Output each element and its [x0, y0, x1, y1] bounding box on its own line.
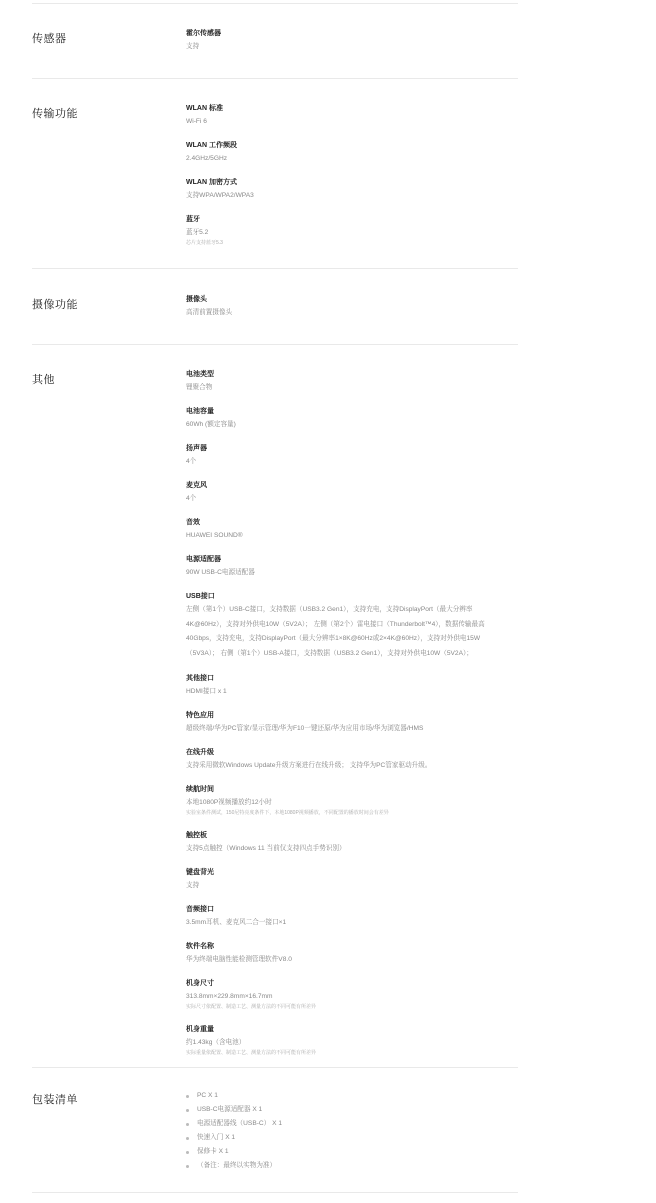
- spec-item: [186, 747, 502, 772]
- spec-value: 4个: [186, 495, 197, 502]
- spec-item: [186, 830, 502, 855]
- spec-label: 音效: [186, 519, 200, 526]
- spec-label: 音频接口: [186, 906, 214, 913]
- section-title: 传输功能: [32, 108, 78, 120]
- spec-label: 摄像头: [186, 296, 207, 303]
- spec-label: 在线升级: [186, 749, 214, 756]
- spec-label: WLAN 加密方式: [186, 179, 237, 186]
- spec-label: 电源适配器: [186, 556, 221, 563]
- spec-item: [186, 1024, 502, 1058]
- spec-label: 机身尺寸: [186, 980, 214, 987]
- spec-item: [186, 673, 502, 698]
- spec-label: 电池类型: [186, 371, 214, 378]
- list-item: 快速入门 X 1: [186, 1131, 506, 1145]
- spec-label: 机身重量: [186, 1026, 214, 1033]
- spec-value: HDMI接口 x 1: [186, 688, 227, 695]
- spec-value: 支持5点触控（Windows 11 当前仅支持四点手势识别）: [186, 845, 346, 852]
- spec-value: 支持WPA/WPA2/WPA3: [186, 192, 254, 199]
- spec-item: [186, 710, 502, 735]
- spec-item: [186, 177, 506, 202]
- spec-item: [186, 591, 502, 661]
- bullet-icon: [186, 1123, 189, 1126]
- section-title: 其他: [32, 374, 55, 386]
- spec-value: 支持: [186, 882, 200, 889]
- spec-item: [186, 978, 502, 1012]
- spec-value: 左侧（第1个）USB-C接口，支持数据（USB3.2 Gen1），支持充电，支持DisplayPort（最大分辨率4K@60Hz），支持对外供电10W（5V2A）； 左侧（第2个）雷电接口（Thunderbolt™4），数据传输最高40Gbps，支持充电，支持DisplayPort（最大分辨率1×8K@60Hz或2×4K@60Hz），支持对外供电15W（5V3A）； 右侧（第1个）USB-A接口，支持数据（USB3.2 Gen1），支持对外供电10W（5V2A）；: [186, 606, 485, 657]
- section-title: 摄像功能: [32, 299, 78, 311]
- section-title: 传感器: [32, 33, 67, 45]
- spec-value: 本地1080P视频播放约12小时: [186, 799, 272, 806]
- spec-item: [186, 867, 502, 892]
- bullet-icon: [186, 1137, 189, 1140]
- spec-item: [186, 480, 502, 505]
- divider: [32, 344, 518, 345]
- spec-label: 续航时间: [186, 786, 214, 793]
- spec-note: 实际尺寸依配置、制造工艺、测量方法的不同可能有所差异: [186, 1004, 317, 1010]
- spec-item: [186, 103, 506, 128]
- spec-label: 霍尔传感器: [186, 30, 221, 37]
- spec-value: 华为终端电脑性能检测管理软件V8.0: [186, 956, 292, 963]
- spec-note: 实验室条件测试，150尼特亮度条件下，本地1080P视频播放，不同配置的播放时间会有差异: [186, 810, 389, 816]
- list-item: （备注：最终以实物为准）: [186, 1159, 506, 1173]
- spec-value: 高清前置摄像头: [186, 309, 233, 316]
- spec-value: 支持: [186, 43, 200, 50]
- spec-item: [186, 904, 502, 929]
- spec-item: [186, 784, 502, 818]
- spec-item: [186, 406, 502, 431]
- spec-item: [186, 443, 502, 468]
- spec-value: 60Wh (额定容量): [186, 421, 236, 428]
- spec-item: [186, 554, 502, 579]
- spec-note: 实际重量依配置、制造工艺、测量方法的不同可能有所差异: [186, 1050, 317, 1056]
- section-title: 包装清单: [32, 1094, 78, 1106]
- spec-item: [186, 214, 506, 248]
- spec-label: WLAN 工作频段: [186, 142, 237, 149]
- package-list: [186, 1089, 506, 1173]
- spec-list: [186, 103, 506, 260]
- spec-label: USB接口: [186, 593, 215, 600]
- spec-item: [186, 941, 502, 966]
- spec-note: 芯片支持蓝牙5.3: [186, 240, 223, 246]
- spec-item: [186, 517, 502, 542]
- spec-value: 3.5mm耳机、麦克风二合一接口×1: [186, 919, 287, 926]
- list-item: 电源适配器线（USB-C） X 1: [186, 1117, 506, 1131]
- spec-value: 锂聚合物: [186, 384, 213, 391]
- bullet-icon: [186, 1109, 189, 1112]
- spec-label: 其他接口: [186, 675, 214, 682]
- list-item: USB-C电源适配器 X 1: [186, 1103, 506, 1117]
- spec-value: 超级终端/华为PC管家/显示管理/华为F10一键还原/华为应用市场/华为浏览器/HMS: [186, 725, 424, 732]
- divider: [32, 268, 518, 269]
- spec-label: 蓝牙: [186, 216, 200, 223]
- bullet-icon: [186, 1165, 189, 1168]
- spec-value: 约1.43kg（含电池）: [186, 1039, 246, 1046]
- spec-value: Wi-Fi 6: [186, 118, 207, 125]
- spec-label: 软件名称: [186, 943, 214, 950]
- spec-value: HUAWEI SOUND®: [186, 532, 243, 539]
- spec-label: 触控板: [186, 832, 207, 839]
- spec-item: [186, 294, 506, 319]
- spec-label: WLAN 标准: [186, 105, 223, 112]
- spec-list: [186, 28, 506, 65]
- divider: [32, 1192, 518, 1193]
- spec-value: 313.8mm×229.8mm×16.7mm: [186, 993, 273, 1000]
- spec-label: 扬声器: [186, 445, 207, 452]
- spec-label: 特色应用: [186, 712, 214, 719]
- bullet-icon: [186, 1151, 189, 1154]
- bullet-icon: [186, 1095, 189, 1098]
- spec-value: 2.4GHz/5GHz: [186, 155, 228, 162]
- spec-list: [186, 369, 502, 1070]
- spec-item: [186, 140, 506, 165]
- list-item: 保修卡 X 1: [186, 1145, 506, 1159]
- spec-label: 键盘背光: [186, 869, 214, 876]
- spec-label: 电池容量: [186, 408, 214, 415]
- divider: [32, 1067, 518, 1068]
- divider: [32, 78, 518, 79]
- spec-label: 麦克风: [186, 482, 207, 489]
- spec-list: [186, 294, 506, 331]
- spec-item: [186, 28, 506, 53]
- list-item: PC X 1: [186, 1089, 506, 1103]
- spec-value: 蓝牙5.2: [186, 229, 209, 236]
- divider: [32, 3, 518, 4]
- spec-item: [186, 369, 502, 394]
- spec-value: 90W USB-C电源适配器: [186, 569, 255, 576]
- spec-value: 4个: [186, 458, 197, 465]
- spec-value: 支持采用微软Windows Update升级方案进行在线升级； 支持华为PC管家驱动升级。: [186, 762, 432, 769]
